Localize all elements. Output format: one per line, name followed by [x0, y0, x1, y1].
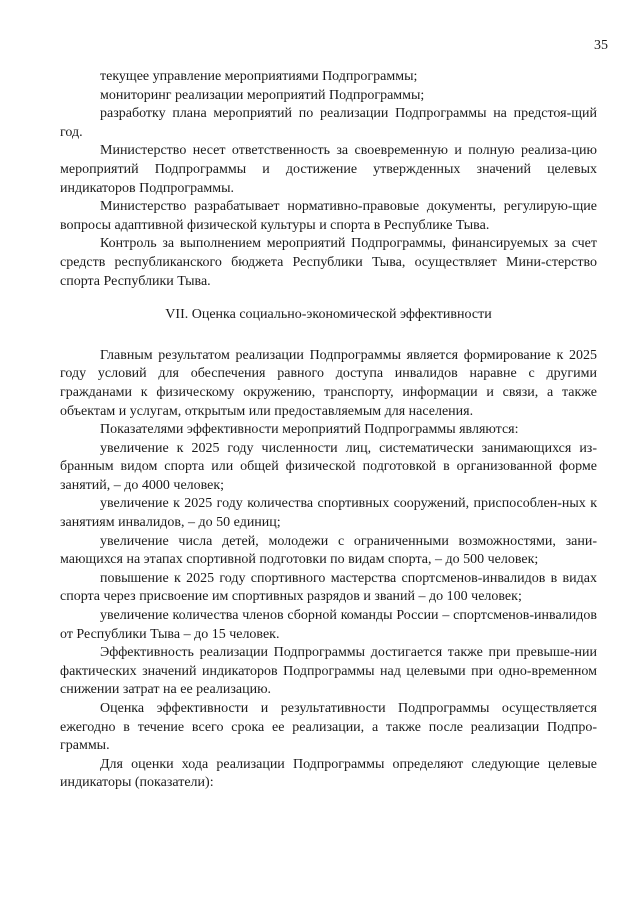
paragraph: Показателями эффективности мероприятий Подпрограммы являются: [100, 422, 519, 438]
paragraph: Министерство разрабатывает нормативно-правовые документы, регулирую-щие вопросы адаптивной физической культуры и спорта в Республике Тыва. [60, 199, 597, 233]
paragraph: Контроль за выполнением мероприятий Подпрограммы, финансируемых за счет средств республиканского бюджета Республики Тыва, осуществляет Мини-стерство спорта Республики Тыва. [60, 236, 597, 289]
list-item: увеличение к 2025 году количества спортивных сооружений, приспособлен-ных к занятиям инвалидов, – до 50 единиц; [60, 496, 597, 531]
paragraph: мониторинг реализации мероприятий Подпрограммы; [100, 87, 425, 103]
paragraph: разработку плана мероприятий по реализации Подпрограммы на предстоя-щий год. [60, 106, 597, 140]
paragraph: Оценка эффективности и результативности Подпрограммы осуществляется ежегодно в течение всего срока ее реализации, а также после реализации Подпро-граммы. [60, 701, 597, 754]
list-item: увеличение к 2025 году численности лиц, систематически занимающихся из-бранным видом спорта или общей физической подготовкой в организованной форме занятий, – до 4000 человек; [60, 440, 597, 493]
paragraph: Эффективность реализации Подпрограммы достигается также при превыше-нии фактических значений индикаторов Подпрограммы над целевыми при одно-временном снижении затрат на ее реализацию. [60, 645, 597, 698]
list-item: увеличение количества членов сборной команды России – спортсменов-инвалидов от Республики Тыва – до 15 человек. [60, 608, 597, 642]
page-number: 35 [594, 38, 608, 53]
paragraph: Министерство несет ответственность за своевременную и полную реализа-цию мероприятий Подпрограммы и достижение утвержденных значений целевых индикаторов Подпрограммы. [60, 143, 597, 196]
document-body [60, 68, 597, 793]
list-item: повышение к 2025 году спортивного мастерства спортсменов-инвалидов в видах спорта через присвоение им спортивных разрядов и званий – до 100 человек; [60, 570, 597, 605]
list-item: увеличение числа детей, молодежи с ограниченными возможностями, зани-мающихся на этапах спортивной подготовки по видам спорта, – до 500 человек; [60, 533, 597, 568]
paragraph: Для оценки хода реализации Подпрограммы определяют следующие целевые индикаторы (показатели): [60, 756, 597, 791]
paragraph: Главным результатом реализации Подпрограммы является формирование к 2025 году условий для обеспечения равного доступа инвалидов наравне с другими гражданами к физическому окружению, транспорту, информации и связи, а также объектам и услугам, открытым или предоставляемым для населения. [60, 347, 597, 419]
paragraph: текущее управление мероприятиями Подпрограммы; [100, 69, 418, 84]
section-heading: VII. Оценка социально-экономической эффективности [165, 307, 492, 323]
